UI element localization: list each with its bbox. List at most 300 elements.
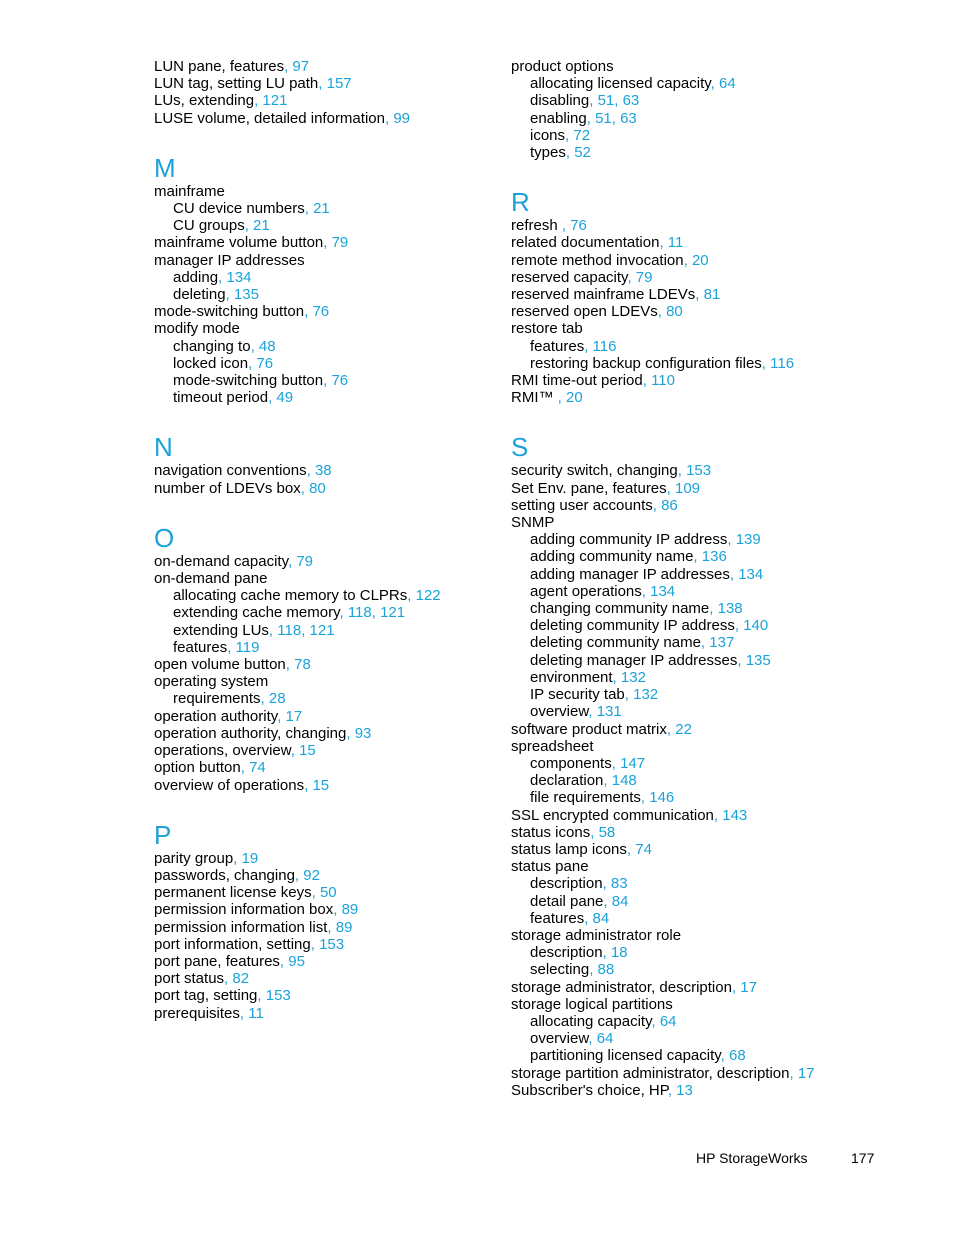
page-link[interactable]: 137 (709, 634, 735, 652)
entry-text: permission information list (154, 918, 328, 936)
page-link[interactable]: 13 (676, 1081, 693, 1099)
page-separator: , (700, 634, 710, 652)
page-link[interactable]: 76 (570, 217, 587, 235)
page-separator: , (589, 92, 598, 110)
page-separator: , (789, 1064, 798, 1082)
entry-text: description (530, 944, 603, 962)
index-section (154, 152, 484, 407)
index-subentry (511, 772, 911, 789)
page-separator: , (218, 268, 227, 286)
index-subentry (511, 755, 911, 772)
entry-text: operating system (154, 673, 269, 691)
entry-text: reserved open LDEVs (511, 303, 658, 321)
page-separator: , (657, 303, 667, 321)
page-separator: , (695, 286, 704, 304)
index-subentry (154, 286, 484, 303)
index-subentry (511, 127, 911, 144)
index-subentry (511, 669, 911, 686)
index-entry (511, 217, 911, 234)
page-link[interactable]: 76 (312, 303, 330, 321)
page-link[interactable]: 74 (249, 759, 266, 777)
page-link[interactable]: 51 (597, 92, 615, 110)
index-entry (511, 320, 911, 337)
page-separator: , (731, 978, 741, 996)
page-link[interactable]: 84 (611, 892, 629, 910)
entry-text: LUSE volume, detailed information (154, 109, 385, 127)
entry-text: extending LUs (173, 621, 269, 639)
index-subentry (511, 548, 911, 565)
index-subentry (511, 893, 911, 910)
page-separator: , (248, 354, 257, 372)
entry-text: permission information box (154, 901, 334, 919)
index-entry (154, 553, 484, 570)
footer-title: HP StorageWorks (696, 1150, 808, 1166)
index-section (154, 58, 484, 127)
page-separator: , (641, 582, 651, 600)
entry-text: modify mode (154, 320, 240, 338)
page-link[interactable]: 88 (597, 961, 615, 979)
index-subentry (511, 1047, 911, 1064)
entry-text: features (173, 638, 228, 656)
page-separator: , (407, 587, 416, 605)
page-separator: , (240, 759, 250, 777)
page-separator: , (565, 144, 575, 162)
index-section (154, 522, 484, 794)
index-subentry (511, 92, 911, 109)
page-separator: , (290, 742, 300, 760)
index-entry (154, 1005, 484, 1022)
page-separator: , (590, 823, 599, 841)
index-subentry (154, 269, 484, 286)
page-separator: , (301, 621, 310, 639)
page-link[interactable]: 15 (299, 742, 316, 760)
page-separator: , (339, 604, 348, 622)
page-link[interactable]: 17 (740, 978, 757, 996)
page-link[interactable]: 20 (566, 389, 583, 407)
page-link[interactable]: 136 (701, 548, 727, 566)
index-entry (154, 725, 484, 742)
entry-text: operation authority, changing (154, 724, 347, 742)
page-separator: , (584, 337, 593, 355)
page-separator: , (667, 1081, 677, 1099)
page-link[interactable]: 17 (797, 1064, 815, 1082)
index-section (154, 434, 484, 496)
entry-text: operation authority (154, 707, 278, 725)
page-link[interactable]: 97 (292, 58, 310, 75)
index-entry (511, 58, 911, 75)
index-entry (511, 738, 911, 755)
page-link[interactable]: 21 (253, 217, 270, 235)
index-subentry (154, 389, 484, 406)
index-entry (154, 987, 484, 1004)
index-entry (511, 480, 911, 497)
page-link[interactable]: 19 (241, 849, 259, 867)
page-link[interactable]: 153 (265, 987, 291, 1005)
page-link[interactable]: 99 (393, 109, 410, 127)
page-link[interactable]: 18 (610, 944, 628, 962)
entry-text: mainframe volume button (154, 234, 324, 252)
entry-text: passwords, changing (154, 866, 295, 884)
index-subentry (511, 910, 911, 927)
page-link[interactable]: 22 (675, 720, 692, 738)
page-link[interactable]: 109 (675, 479, 701, 497)
index-entry (511, 389, 911, 406)
index-subentry (511, 652, 911, 669)
index-subentry (511, 355, 911, 372)
entry-text: mode-switching button (173, 372, 324, 390)
page-link[interactable]: 118 (277, 621, 302, 639)
page-link[interactable]: 146 (649, 789, 675, 807)
page-separator: , (729, 565, 739, 583)
page-link[interactable]: 58 (598, 823, 616, 841)
page-link[interactable]: 89 (335, 918, 353, 936)
page-link[interactable]: 11 (248, 1004, 264, 1022)
page-link[interactable]: 51 (595, 109, 612, 127)
page-link[interactable]: 64 (719, 75, 736, 93)
page-separator: , (561, 217, 571, 235)
index-entry (511, 234, 911, 251)
page-link[interactable]: 82 (232, 970, 250, 988)
page-link[interactable]: 138 (717, 600, 743, 618)
page-link[interactable]: 64 (659, 1012, 677, 1030)
entry-text: parity group (154, 849, 234, 867)
page-link[interactable]: 76 (256, 354, 274, 372)
page-separator: , (304, 776, 313, 794)
index-entry (154, 303, 484, 320)
entry-text: status pane (511, 858, 589, 876)
page-link[interactable]: 86 (661, 496, 678, 514)
page-separator: , (611, 109, 621, 127)
page-separator: , (710, 75, 720, 93)
entry-text: allocating licensed capacity (530, 75, 711, 93)
page-link[interactable]: 79 (331, 234, 349, 252)
entry-text: detail pane (530, 892, 604, 910)
page-link[interactable]: 153 (686, 462, 712, 480)
section-letter: M (154, 152, 176, 183)
page-link[interactable]: 11 (667, 234, 684, 252)
index-section (154, 819, 484, 1022)
page-link[interactable]: 153 (319, 935, 345, 953)
index-subentry (154, 622, 484, 639)
page-link[interactable]: 20 (691, 251, 709, 269)
index-subentry (154, 587, 484, 604)
index-section (511, 58, 911, 161)
page-link[interactable]: 81 (703, 286, 721, 304)
page-separator: , (611, 754, 621, 772)
page-link[interactable]: 21 (313, 200, 330, 218)
index-entry (154, 110, 484, 127)
section-letter: S (511, 432, 529, 463)
entry-text: reserved mainframe LDEVs (511, 286, 696, 304)
page-link[interactable]: 131 (596, 703, 622, 721)
page-link[interactable]: 15 (312, 776, 330, 794)
page-separator: , (260, 690, 269, 708)
index-subentry (154, 200, 484, 217)
page-link[interactable]: 132 (633, 686, 659, 704)
entry-text: deleting manager IP addresses (530, 651, 738, 669)
page-link[interactable]: 134 (738, 565, 764, 583)
index-subentry (511, 686, 911, 703)
page-separator: , (346, 724, 355, 742)
index-entry (154, 850, 484, 867)
page-separator: , (244, 217, 254, 235)
page-separator: , (709, 600, 718, 618)
entry-text: on-demand capacity (154, 552, 288, 570)
index-entry (154, 92, 484, 109)
entry-text: adding community IP address (530, 531, 728, 549)
index-subentry (154, 372, 484, 389)
index-subentry (511, 110, 911, 127)
page-link[interactable]: 50 (319, 884, 337, 902)
index-entry (154, 919, 484, 936)
entry-text: option button (154, 759, 241, 777)
page-link[interactable]: 92 (303, 866, 320, 884)
entry-text: port tag, setting (154, 987, 258, 1005)
page-link[interactable]: 143 (722, 806, 748, 824)
index-entry (511, 462, 911, 479)
page-separator: , (294, 866, 304, 884)
page-link[interactable]: 78 (294, 656, 311, 674)
page-separator: , (603, 772, 612, 790)
page-separator: , (627, 268, 636, 286)
index-entry (511, 824, 911, 841)
entry-text: spreadsheet (511, 737, 594, 755)
index-subentry (154, 639, 484, 656)
page-link[interactable]: 148 (611, 772, 637, 790)
entry-text: environment (530, 668, 613, 686)
page-link[interactable]: 38 (314, 462, 332, 480)
entry-text: locked icon (173, 354, 249, 372)
section-letter: P (154, 819, 172, 850)
page-link[interactable]: 52 (574, 144, 591, 162)
entry-text: components (530, 754, 612, 772)
entry-text: selecting (530, 961, 590, 979)
entry-text: overview (530, 1030, 589, 1048)
entry-text: related documentation (511, 234, 660, 252)
page-link[interactable]: 119 (235, 638, 260, 656)
page-separator: , (254, 92, 263, 110)
index-entry (154, 673, 484, 690)
entry-text: navigation conventions (154, 462, 307, 480)
index-column-left (154, 58, 484, 1022)
page-separator: , (683, 251, 692, 269)
entry-text: storage administrator role (511, 926, 682, 944)
entry-text: IP security tab (530, 686, 625, 704)
entry-text: CU groups (173, 217, 245, 235)
page-separator: , (285, 656, 295, 674)
index-subentry (511, 634, 911, 651)
page-separator: , (602, 875, 611, 893)
index-entry (511, 858, 911, 875)
index-entry (511, 303, 911, 320)
index-entry (511, 269, 911, 286)
page-separator: , (693, 548, 702, 566)
entry-text: LUN pane, features (154, 58, 285, 75)
page-link[interactable]: 48 (258, 337, 276, 355)
page-link[interactable]: 63 (620, 109, 637, 127)
page-link[interactable]: 84 (592, 909, 610, 927)
page-separator: , (371, 604, 381, 622)
entry-text: allocating cache memory to CLPRs (173, 587, 408, 605)
page-number: 177 (851, 1150, 875, 1166)
entry-text: enabling (530, 109, 587, 127)
page-link[interactable]: 49 (276, 389, 294, 407)
index-entry (154, 570, 484, 587)
index-subentry (511, 617, 911, 634)
entry-text: operations, overview (154, 742, 291, 760)
page-separator: , (666, 720, 676, 738)
page-separator: , (287, 552, 297, 570)
page-link[interactable]: 122 (415, 587, 441, 605)
page-link[interactable]: 64 (596, 1030, 614, 1048)
page-link[interactable]: 63 (622, 92, 640, 110)
index-entry (511, 372, 911, 389)
page-separator: , (257, 987, 266, 1005)
page-link[interactable]: 135 (233, 286, 259, 304)
page-separator: , (603, 892, 612, 910)
page-separator: , (640, 789, 650, 807)
entry-text: mode-switching button (154, 303, 305, 321)
page-link[interactable]: 76 (331, 372, 349, 390)
index-subentry (511, 338, 911, 355)
index-entry (511, 721, 911, 738)
index-entry (154, 234, 484, 251)
page-separator: , (250, 337, 259, 355)
entry-text: setting user accounts (511, 496, 653, 514)
page-link[interactable]: 132 (620, 668, 646, 686)
entry-text: requirements (173, 690, 261, 708)
page-link[interactable]: 68 (729, 1047, 746, 1065)
page-separator: , (737, 651, 746, 669)
index-subentry (511, 703, 911, 720)
entry-text: reserved capacity (511, 268, 628, 286)
page-link[interactable]: 134 (226, 268, 252, 286)
page-link[interactable]: 79 (635, 268, 653, 286)
index-section (511, 434, 911, 1099)
page-link[interactable]: 135 (745, 651, 771, 669)
page-separator: , (333, 901, 342, 919)
index-entry (511, 286, 911, 303)
page-link[interactable]: 72 (573, 126, 591, 144)
page-link[interactable]: 118 (347, 604, 372, 622)
entry-text: restore tab (511, 320, 583, 338)
index-entry (154, 867, 484, 884)
page-separator: , (612, 668, 621, 686)
page-separator: , (300, 479, 310, 497)
entry-text: security switch, changing (511, 462, 678, 480)
page-link[interactable]: 134 (650, 582, 676, 600)
page-separator: , (589, 961, 598, 979)
entry-text: adding manager IP addresses (530, 565, 730, 583)
page-separator: , (602, 944, 611, 962)
index-section (511, 189, 911, 406)
entry-text: on-demand pane (154, 570, 268, 588)
index-subentry (511, 1013, 911, 1030)
page-link[interactable]: 147 (620, 754, 646, 772)
entry-text: prerequisites (154, 1004, 240, 1022)
section-letter: N (154, 432, 173, 463)
entry-text: LUN tag, setting LU path (154, 75, 319, 93)
index-entry (154, 320, 484, 337)
page-link[interactable]: 121 (309, 621, 335, 639)
page-link[interactable]: 121 (262, 92, 288, 110)
page-link[interactable]: 80 (309, 479, 326, 497)
index-entry (154, 759, 484, 776)
entry-text: deleting community name (530, 634, 701, 652)
page-separator: , (588, 1030, 597, 1048)
page-separator: , (588, 703, 597, 721)
entry-text: RMI time-out period (511, 372, 643, 390)
page-separator: , (557, 389, 567, 407)
page-link[interactable]: 17 (285, 707, 303, 725)
entry-text: open volume button (154, 656, 286, 674)
index-entry (154, 708, 484, 725)
entry-text: changing community name (530, 600, 710, 618)
page-link[interactable]: 139 (735, 531, 761, 549)
index-subentry (511, 566, 911, 583)
index-entry (154, 462, 484, 479)
page-separator: , (713, 806, 723, 824)
page-separator: , (268, 621, 278, 639)
section-letter: O (154, 522, 175, 553)
index-subentry (511, 75, 911, 92)
index-entry (511, 497, 911, 514)
entry-text: CU device numbers (173, 200, 305, 218)
index-entry (154, 656, 484, 673)
entry-text: mainframe (154, 182, 225, 200)
entry-text: description (530, 875, 603, 893)
entry-text: declaration (530, 772, 604, 790)
entry-text: features (530, 337, 585, 355)
index-entry (511, 1082, 911, 1099)
entry-text: number of LDEVs box (154, 479, 301, 497)
page-link[interactable]: 157 (326, 75, 352, 93)
page-separator: , (584, 909, 593, 927)
page-link[interactable]: 116 (770, 354, 795, 372)
index-entry (154, 183, 484, 200)
entry-text: overview of operations (154, 776, 305, 794)
page-link[interactable]: 74 (635, 840, 652, 858)
page-link[interactable]: 116 (592, 337, 617, 355)
entry-text: SNMP (511, 514, 555, 532)
index-entry (154, 742, 484, 759)
page-link[interactable]: 83 (610, 875, 628, 893)
page-link[interactable]: 80 (666, 303, 683, 321)
index-subentry (511, 944, 911, 961)
page-link[interactable]: 93 (354, 724, 372, 742)
entry-text: overview (530, 703, 589, 721)
page-separator: , (720, 1047, 730, 1065)
page-link[interactable]: 121 (380, 604, 406, 622)
page-link[interactable]: 110 (651, 372, 675, 390)
page-link[interactable]: 95 (288, 952, 305, 970)
index-subentry (154, 217, 484, 234)
page-link[interactable]: 28 (268, 690, 286, 708)
entry-text: refresh (511, 217, 562, 235)
entry-text: deleting community IP address (530, 617, 735, 635)
page-link[interactable]: 79 (296, 552, 313, 570)
page-link[interactable]: 89 (341, 901, 359, 919)
entry-text: timeout period (173, 389, 269, 407)
entry-text: types (530, 144, 566, 162)
page-separator: , (614, 92, 623, 110)
entry-text: partitioning licensed capacity (530, 1047, 721, 1065)
index-entry (154, 252, 484, 269)
page-link[interactable]: 140 (743, 617, 769, 635)
page-separator: , (268, 389, 277, 407)
index-entry (154, 901, 484, 918)
entry-text: port information, setting (154, 935, 311, 953)
